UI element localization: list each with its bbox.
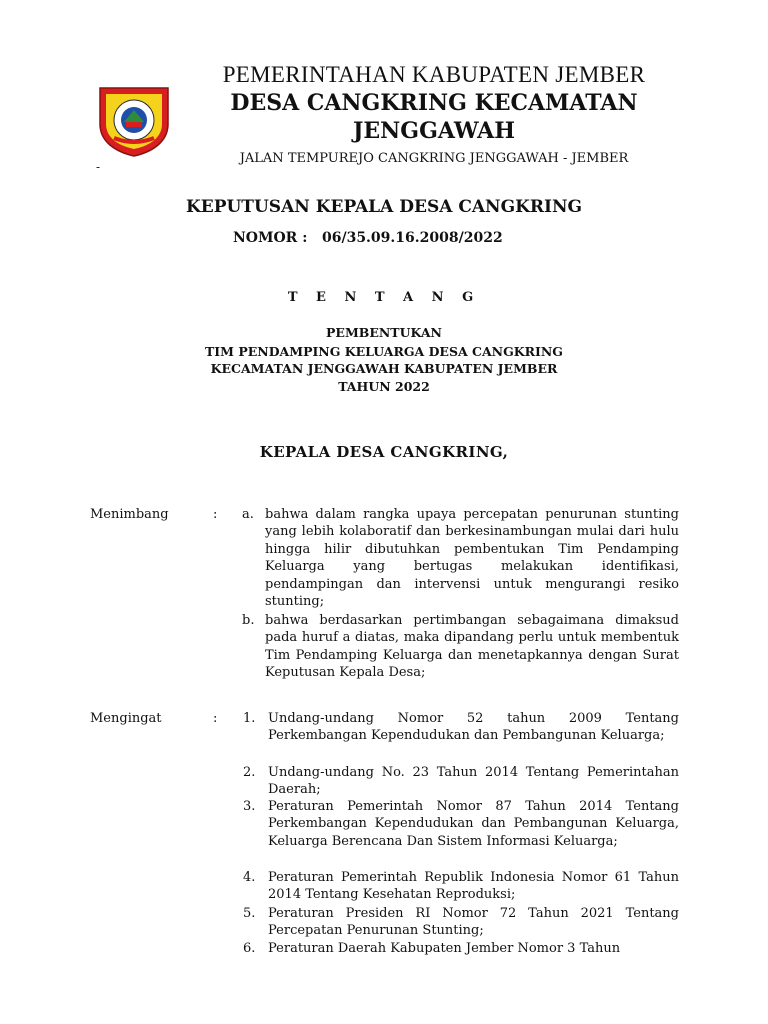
subject-line: PEMBENTUKAN bbox=[326, 325, 442, 340]
stray-dash: - bbox=[96, 160, 101, 174]
list-item: Peraturan Presiden RI Nomor 72 Tahun 2021 Tentang Percepatan Penurunan Stunting; bbox=[268, 906, 679, 939]
list-marker: 4. bbox=[243, 870, 256, 885]
letterhead-district: JENGGAWAH bbox=[353, 118, 515, 144]
regency-emblem-logo bbox=[96, 84, 172, 158]
list-marker: 3. bbox=[243, 799, 256, 814]
letterhead-government: PEMERINTAHAN KABUPATEN JEMBER bbox=[222, 62, 646, 87]
subject-line: KECAMATAN JENGGAWAH KABUPATEN JEMBER bbox=[210, 361, 558, 376]
letterhead-village: DESA CANGKRING KECAMATAN bbox=[230, 90, 638, 116]
subject-line: TIM PENDAMPING KELUARGA DESA CANGKRING bbox=[205, 344, 563, 359]
list-marker: 1. bbox=[243, 711, 256, 726]
list-item: bahwa dalam rangka upaya percepatan penurunan stunting yang lebih kolaboratif dan berkesinambungan mulai dari hulu hingga hilir dibutuhkan pembentukan Tim Pendamping Keluarga yang bertugas melakukan identifikasi, pendampingan dan intervensi untuk mengurangi resiko stunting; bbox=[265, 507, 679, 610]
list-marker: b. bbox=[242, 613, 255, 628]
list-item: Peraturan Pemerintah Nomor 87 Tahun 2014 Tentang Perkembangan Kependudukan dan Pembangunan Keluarga, Keluarga Berencana Dan Sistem Informasi Keluarga; bbox=[268, 799, 679, 849]
list-item: Peraturan Daerah Kabupaten Jember Nomor 3 Tahun bbox=[268, 941, 621, 956]
mengingat-label: Mengingat bbox=[90, 711, 162, 726]
decision-number: NOMOR : 06/35.09.16.2008/2022 bbox=[233, 230, 503, 246]
mengingat-colon: : bbox=[213, 711, 218, 726]
list-marker: 6. bbox=[243, 941, 256, 956]
list-item: bahwa berdasarkan pertimbangan sebagaimana dimaksud pada huruf a diatas, maka dipandang perlu untuk membentuk Tim Pendamping Keluarga dan menetapkannya dengan Surat Keputusan Kepala Desa; bbox=[265, 613, 679, 681]
list-marker: 2. bbox=[243, 765, 256, 780]
list-item: Peraturan Pemerintah Republik Indonesia Nomor 61 Tahun 2014 Tentang Kesehatan Reproduksi; bbox=[268, 870, 679, 903]
letterhead-address: JALAN TEMPUREJO CANGKRING JENGGAWAH - JEMBER bbox=[239, 151, 629, 166]
decision-title: KEPUTUSAN KEPALA DESA CANGKRING bbox=[185, 197, 583, 217]
menimbang-colon: : bbox=[213, 507, 218, 522]
list-marker: a. bbox=[242, 507, 254, 522]
list-item: Undang-undang Nomor 52 tahun 2009 Tentang Perkembangan Kependudukan dan Pembangunan Keluarga; bbox=[268, 711, 679, 744]
signatory-heading: KEPALA DESA CANGKRING, bbox=[259, 443, 509, 461]
list-item: Undang-undang No. 23 Tahun 2014 Tentang Pemerintahan Daerah; bbox=[268, 765, 679, 798]
list-marker: 5. bbox=[243, 906, 256, 921]
subject-line: TAHUN 2022 bbox=[338, 379, 430, 394]
menimbang-label: Menimbang bbox=[90, 507, 169, 522]
about-heading: T E N T A N G bbox=[287, 290, 481, 305]
